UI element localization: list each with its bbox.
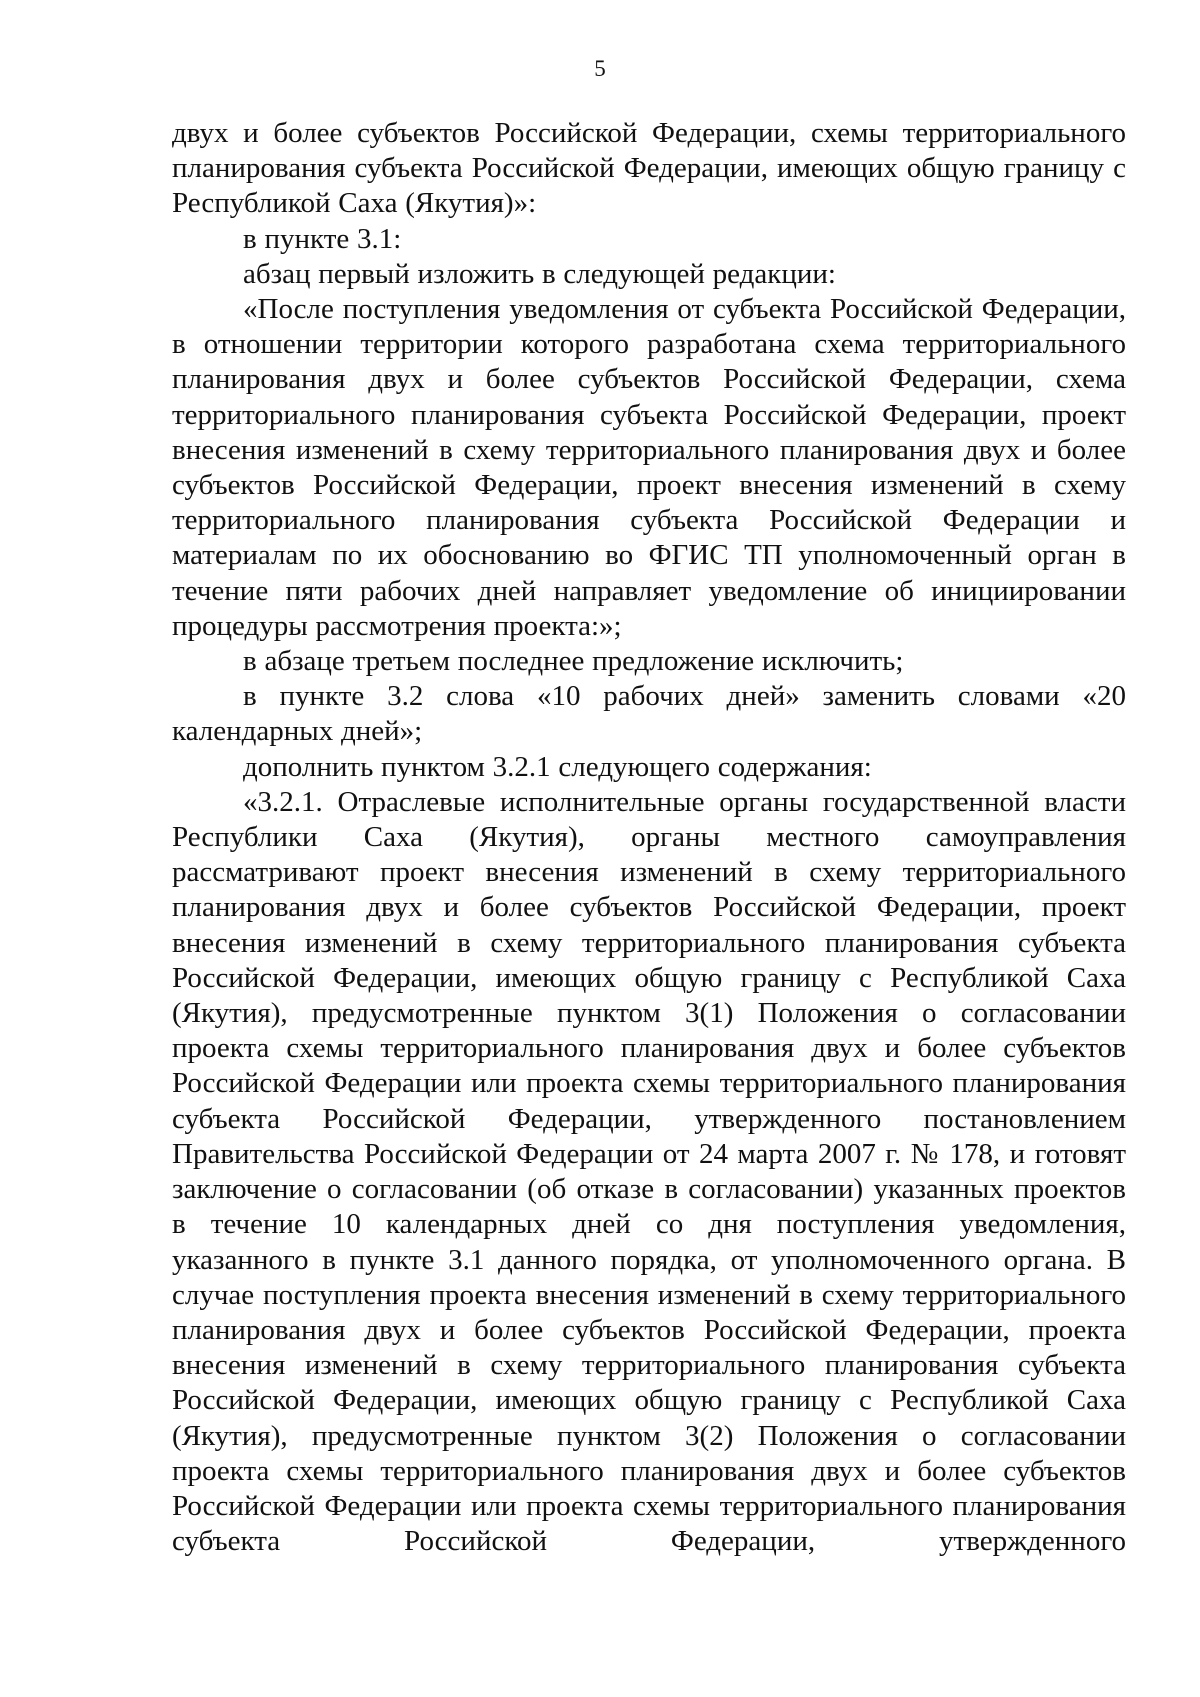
- paragraph-add-point-3-2-1: дополнить пунктом 3.2.1 следующего содержания:: [243, 750, 872, 783]
- paragraph-continuation: двух и более субъектов Российской Федерации, схемы территориального планирования субъекта Российской Федерации, имеющих общую границу с Республикой Саха (Якутия)»:: [172, 117, 1126, 220]
- paragraph-first-abzac-instruction: абзац первый изложить в следующей редакции:: [243, 257, 836, 290]
- document-body: [172, 116, 1126, 1559]
- paragraph-third-abzac-instruction: в абзаце третьем последнее предложение исключить;: [243, 645, 904, 678]
- paragraph-point-3-2-1-text: «3.2.1. Отраслевые исполнительные органы государственной власти Республики Саха (Якутия), органы местного самоуправления рассматривают проект внесения изменений в схему территориального планирования двух и более субъектов Российской Федерации, проект внесения изменений в схему территориального планирования субъекта Российской Федерации, имеющих общую границу с Республикой Саха (Якутия), предусмотренные пунктом 3(1) Положения о согласовании проекта схемы территориального планирования двух и более субъектов Российской Федерации или проекта схемы территориального планирования субъекта Российской Федерации, утвержденного постановлением Правительства Российской Федерации от 24 марта 2007 г. № 178, и готовят заключение о согласовании (об отказе в согласовании) указанных проектов в течение 10 календарных дней со дня поступления уведомления, указанного в пункте 3.1 данного порядка, от уполномоченного органа. В случае поступления проекта внесения изменений в схему территориального планирования двух и более субъектов Российской Федерации, проекта внесения изменений в схему территориального планирования субъекта Российской Федерации, имеющих общую границу с Республикой Саха (Якутия), предусмотренные пунктом 3(2) Положения о согласовании проекта схемы территориального планирования двух и более субъектов Российской Федерации или проекта схемы территориального планирования субъекта Российской Федерации, утвержденного: [172, 785, 1126, 1558]
- paragraph-new-wording-quote: «После поступления уведомления от субъекта Российской Федерации, в отношении территории которого разработана схема территориального планирования двух и более субъектов Российской Федерации, схема территориального планирования субъекта Российской Федерации, проект внесения изменений в схему территориального планирования двух и более субъектов Российской Федерации, проект внесения изменений в схему территориального планирования субъекта Российской Федерации и материалам по их обоснованию во ФГИС ТП уполномоченный орган в течение пяти рабочих дней направляет уведомление об инициировании процедуры рассмотрения проекта:»;: [172, 293, 1126, 642]
- paragraph-point-3-1: в пункте 3.1:: [243, 222, 402, 255]
- page-number: 5: [594, 56, 606, 81]
- paragraph-point-3-2-instruction: в пункте 3.2 слова «10 рабочих дней» заменить словами «20 календарных дней»;: [172, 680, 1126, 748]
